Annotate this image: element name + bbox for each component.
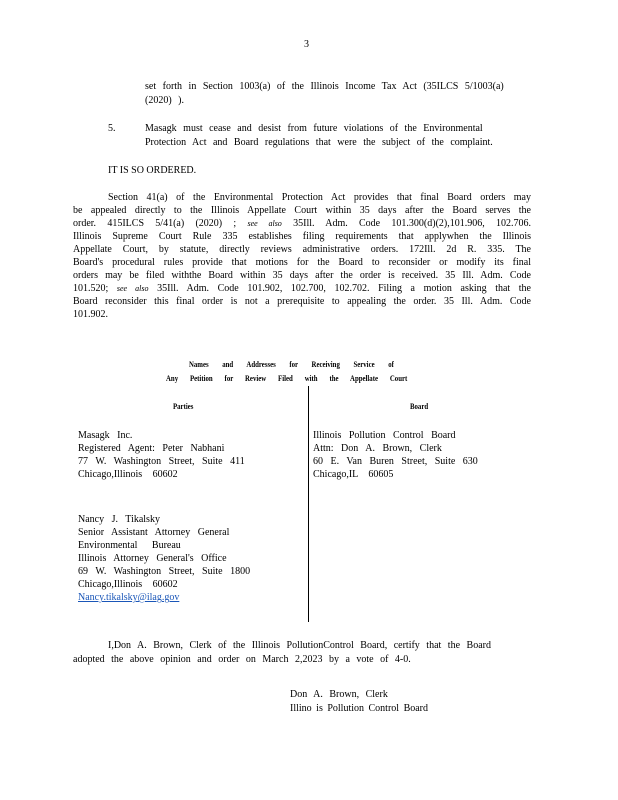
table-header-line2: Any Petition for Review Filed with the Appellate Court [166,374,408,383]
party-line: 69 W. Washington Street, Suite 1800 [78,566,251,577]
signature-name: Don A. Brown, Clerk [290,689,388,700]
column-divider [308,386,309,622]
page-number: 3 [304,39,309,50]
email-link[interactable]: Nancy.tikalsky@ilag.gov [78,592,180,603]
section41-line: Section 41(a) of the Environmental Protection Act provides that final Board orders may [108,192,531,203]
party-line: 77 W. Washington Street, Suite 411 [78,456,245,467]
table-header-line1: Names and Addresses for Receiving Service of [189,360,394,369]
section41-line [73,282,531,295]
item5-line1: Masagk must cease and desist from future violations of the Environmental [145,123,483,134]
certify-line1: I,Don A. Brown, Clerk of the Illinois PollutionControl Board, certify that the Board [108,640,491,651]
section41-line: Board's procedural rules provide that motions for the Board to reconsider or modify its final [73,257,531,268]
section41-line: Illinois Supreme Court Rule 335 establishes filing requirements that applywhen the Illinois [73,231,531,242]
column-header-board: Board [410,402,429,411]
section41-line: orders may be filed withthe Board within 35 days after the order is received. 35 Ill. Adm. Code [73,270,531,281]
item4-line1: set forth in Section 1003(a) of the Illinois Income Tax Act (35ILCS 5/1003(a) [145,81,504,92]
section41-line: be appealed directly to the Illinois Appellate Court within 35 days after the Board serves the [73,205,531,216]
item5-line2: Protection Act and Board regulations that were the subject of the complaint. [145,137,493,148]
section41-line: Appellate Court, by statute, directly reviews administrative orders. 172Ill. 2d R. 335. The [73,244,531,255]
party-line: Masagk Inc. [78,430,133,441]
section41-line [73,217,531,230]
section41-line: 101.902. [73,309,108,320]
party-line: Nancy J. Tikalsky [78,514,160,525]
party-attorney-general [78,513,250,604]
party-line: Registered Agent: Peter Nabhani [78,443,225,454]
board-line: 60 E. Van Buren Street, Suite 630 [313,456,478,467]
citation: 35Ill. Adm. Code 101.300(d)(2),101.906, 102.706. [293,218,532,229]
board-line: Illinois Pollution Control Board [313,430,456,441]
citation: 101.520; [73,283,109,294]
so-ordered: IT IS SO ORDERED. [108,165,197,176]
board-pcb [313,429,478,481]
certify-line2: adopted the above opinion and order on March 2,2023 by a vote of 4-0. [73,654,411,665]
section41-paragraph [73,191,531,321]
party-line: Senior Assistant Attorney General [78,527,230,538]
see-also: see also [116,284,149,293]
citation: 35Ill. Adm. Code 101.902, 102.700, 102.702. Filing a motion asking that the [157,283,532,294]
column-header-parties: Parties [173,402,194,411]
board-line: Attn: Don A. Brown, Clerk [313,443,442,454]
signature-org: Illino is Pollution Control Board [290,703,429,714]
board-line: Chicago,IL 60605 [313,469,394,480]
section41-line: Board reconsider this final order is not a prerequisite to appealing the order. 35 Ill. Adm. Code [73,296,531,307]
item4-line2: (2020) ). [145,95,184,106]
see-also: see also [247,219,282,228]
citation: order. 415ILCS 5/41(a) (2020) ; [73,218,237,229]
party-line: Illinois Attorney General's Office [78,553,227,564]
party-line: Chicago,Illinois 60602 [78,469,178,480]
party-line: Environmental Bureau [78,540,181,551]
item5-number: 5. [108,123,116,134]
party-masagk [78,429,245,481]
party-line: Chicago,Illinois 60602 [78,579,178,590]
